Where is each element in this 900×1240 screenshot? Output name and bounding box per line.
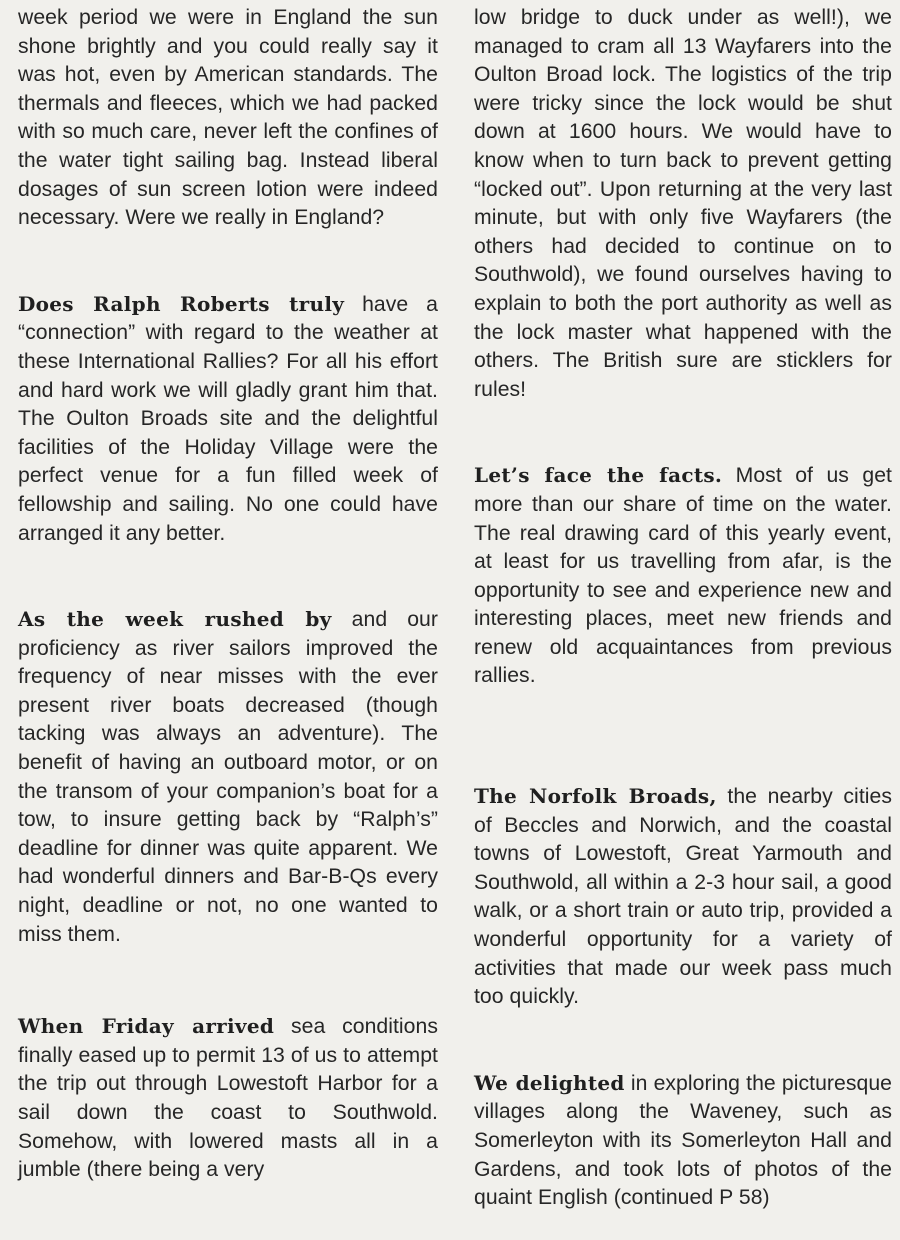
paragraph-text: the nearby cities of Beccles and Norwich, and the coastal towns of Lowestoft, Great Yarmouth and Southwold, all within a 2-3 hour sail, a good walk, or a short train or auto trip, provided a wonderful opportunity for a variety of activities that made our week pass much too quickly. — [474, 785, 892, 1009]
paragraph-lead-in: When Friday arrived — [18, 1014, 275, 1039]
paragraph-norfolk-broads — [474, 782, 892, 1012]
paragraph-gap — [474, 1012, 892, 1069]
paragraph-lead-in: Does Ralph Roberts truly — [18, 291, 345, 316]
paragraph-england-weather — [18, 4, 438, 233]
paragraph-week-rushed — [18, 605, 438, 949]
paragraph-gap — [474, 404, 892, 461]
paragraph-oulton-lock — [474, 4, 892, 404]
paragraph-lead-in: The Norfolk Broads, — [474, 784, 717, 809]
paragraph-text: low bridge to duck under as well!), we managed to cram all 13 Wayfarers into the Oulton Broad lock. The logistics of the trip were tricky since the lock would be shut down at 1600 hours. We would have to know when to turn back to prevent getting “locked out”. Upon returning at the very last minute, but with only five Wayfarers (the others had decided to continue on to Southwold), we found ourselves having to explain to both the port authority as well as the lock master what happened with the others. The British sure are sticklers for rules! — [474, 6, 892, 401]
right-column — [474, 4, 892, 1213]
paragraph-text: sea conditions finally eased up to permit 13 of us to attempt the trip out through Lowestoft Harbor for a sail down the coast to Southwold. Somehow, with lowered masts all in a jumble (there being a very — [18, 1015, 438, 1182]
paragraph-gap — [18, 548, 438, 605]
paragraph-text: in exploring the picturesque villages along the Waveney, such as Somerleyton with its Somerleyton Hall and Gardens, and took lots of photos of the quaint English (continued P 58) — [474, 1071, 892, 1210]
paragraph-lead-in: As the week rushed by — [18, 607, 332, 632]
paragraph-we-delighted — [474, 1069, 892, 1213]
left-column — [18, 4, 438, 1185]
paragraph-ralph-roberts — [18, 290, 438, 548]
paragraph-lead-in: We delighted — [474, 1070, 625, 1095]
paragraph-face-facts — [474, 461, 892, 691]
paragraph-gap — [18, 949, 438, 1012]
paragraph-gap — [18, 233, 438, 290]
paragraph-text: week period we were in England the sun shone brightly and you could really say it was hot, even by American standards. The thermals and fleeces, which we had packed with so much care, never left the confines of the water tight sailing bag. Instead liberal dosages of sun screen lotion were indeed necessary. Were we really in England? — [18, 6, 438, 230]
paragraph-text: and our proficiency as river sailors improved the frequency of near misses with the ever present river boats decreased (though tacking was always an adventure). The benefit of having an outboard motor, or on the transom of your companion’s boat for a tow, to insure getting back by “Ralph’s” deadline for dinner was quite apparent. We had wonderful dinners and Bar-B-Qs every night, deadline or not, no one wanted to miss them. — [18, 608, 438, 946]
paragraph-text: have a “connection” with regard to the weather at these International Rallies? For all his effort and hard work we will gladly grant him that. The Oulton Broads site and the delightful facilities of the Holiday Village were the perfect venue for a fun filled week of fellowship and sailing. No one could have arranged it any better. — [18, 292, 438, 545]
paragraph-text: Most of us get more than our share of time on the water. The real drawing card of this yearly event, at least for us travelling from afar, is the opportunity to see and experience new and interesting places, meet new friends and renew old acquaintances from previous rallies. — [474, 464, 892, 688]
paragraph-gap — [474, 691, 892, 782]
paragraph-friday-arrived — [18, 1012, 438, 1185]
paragraph-lead-in: Let’s face the facts. — [474, 463, 723, 488]
